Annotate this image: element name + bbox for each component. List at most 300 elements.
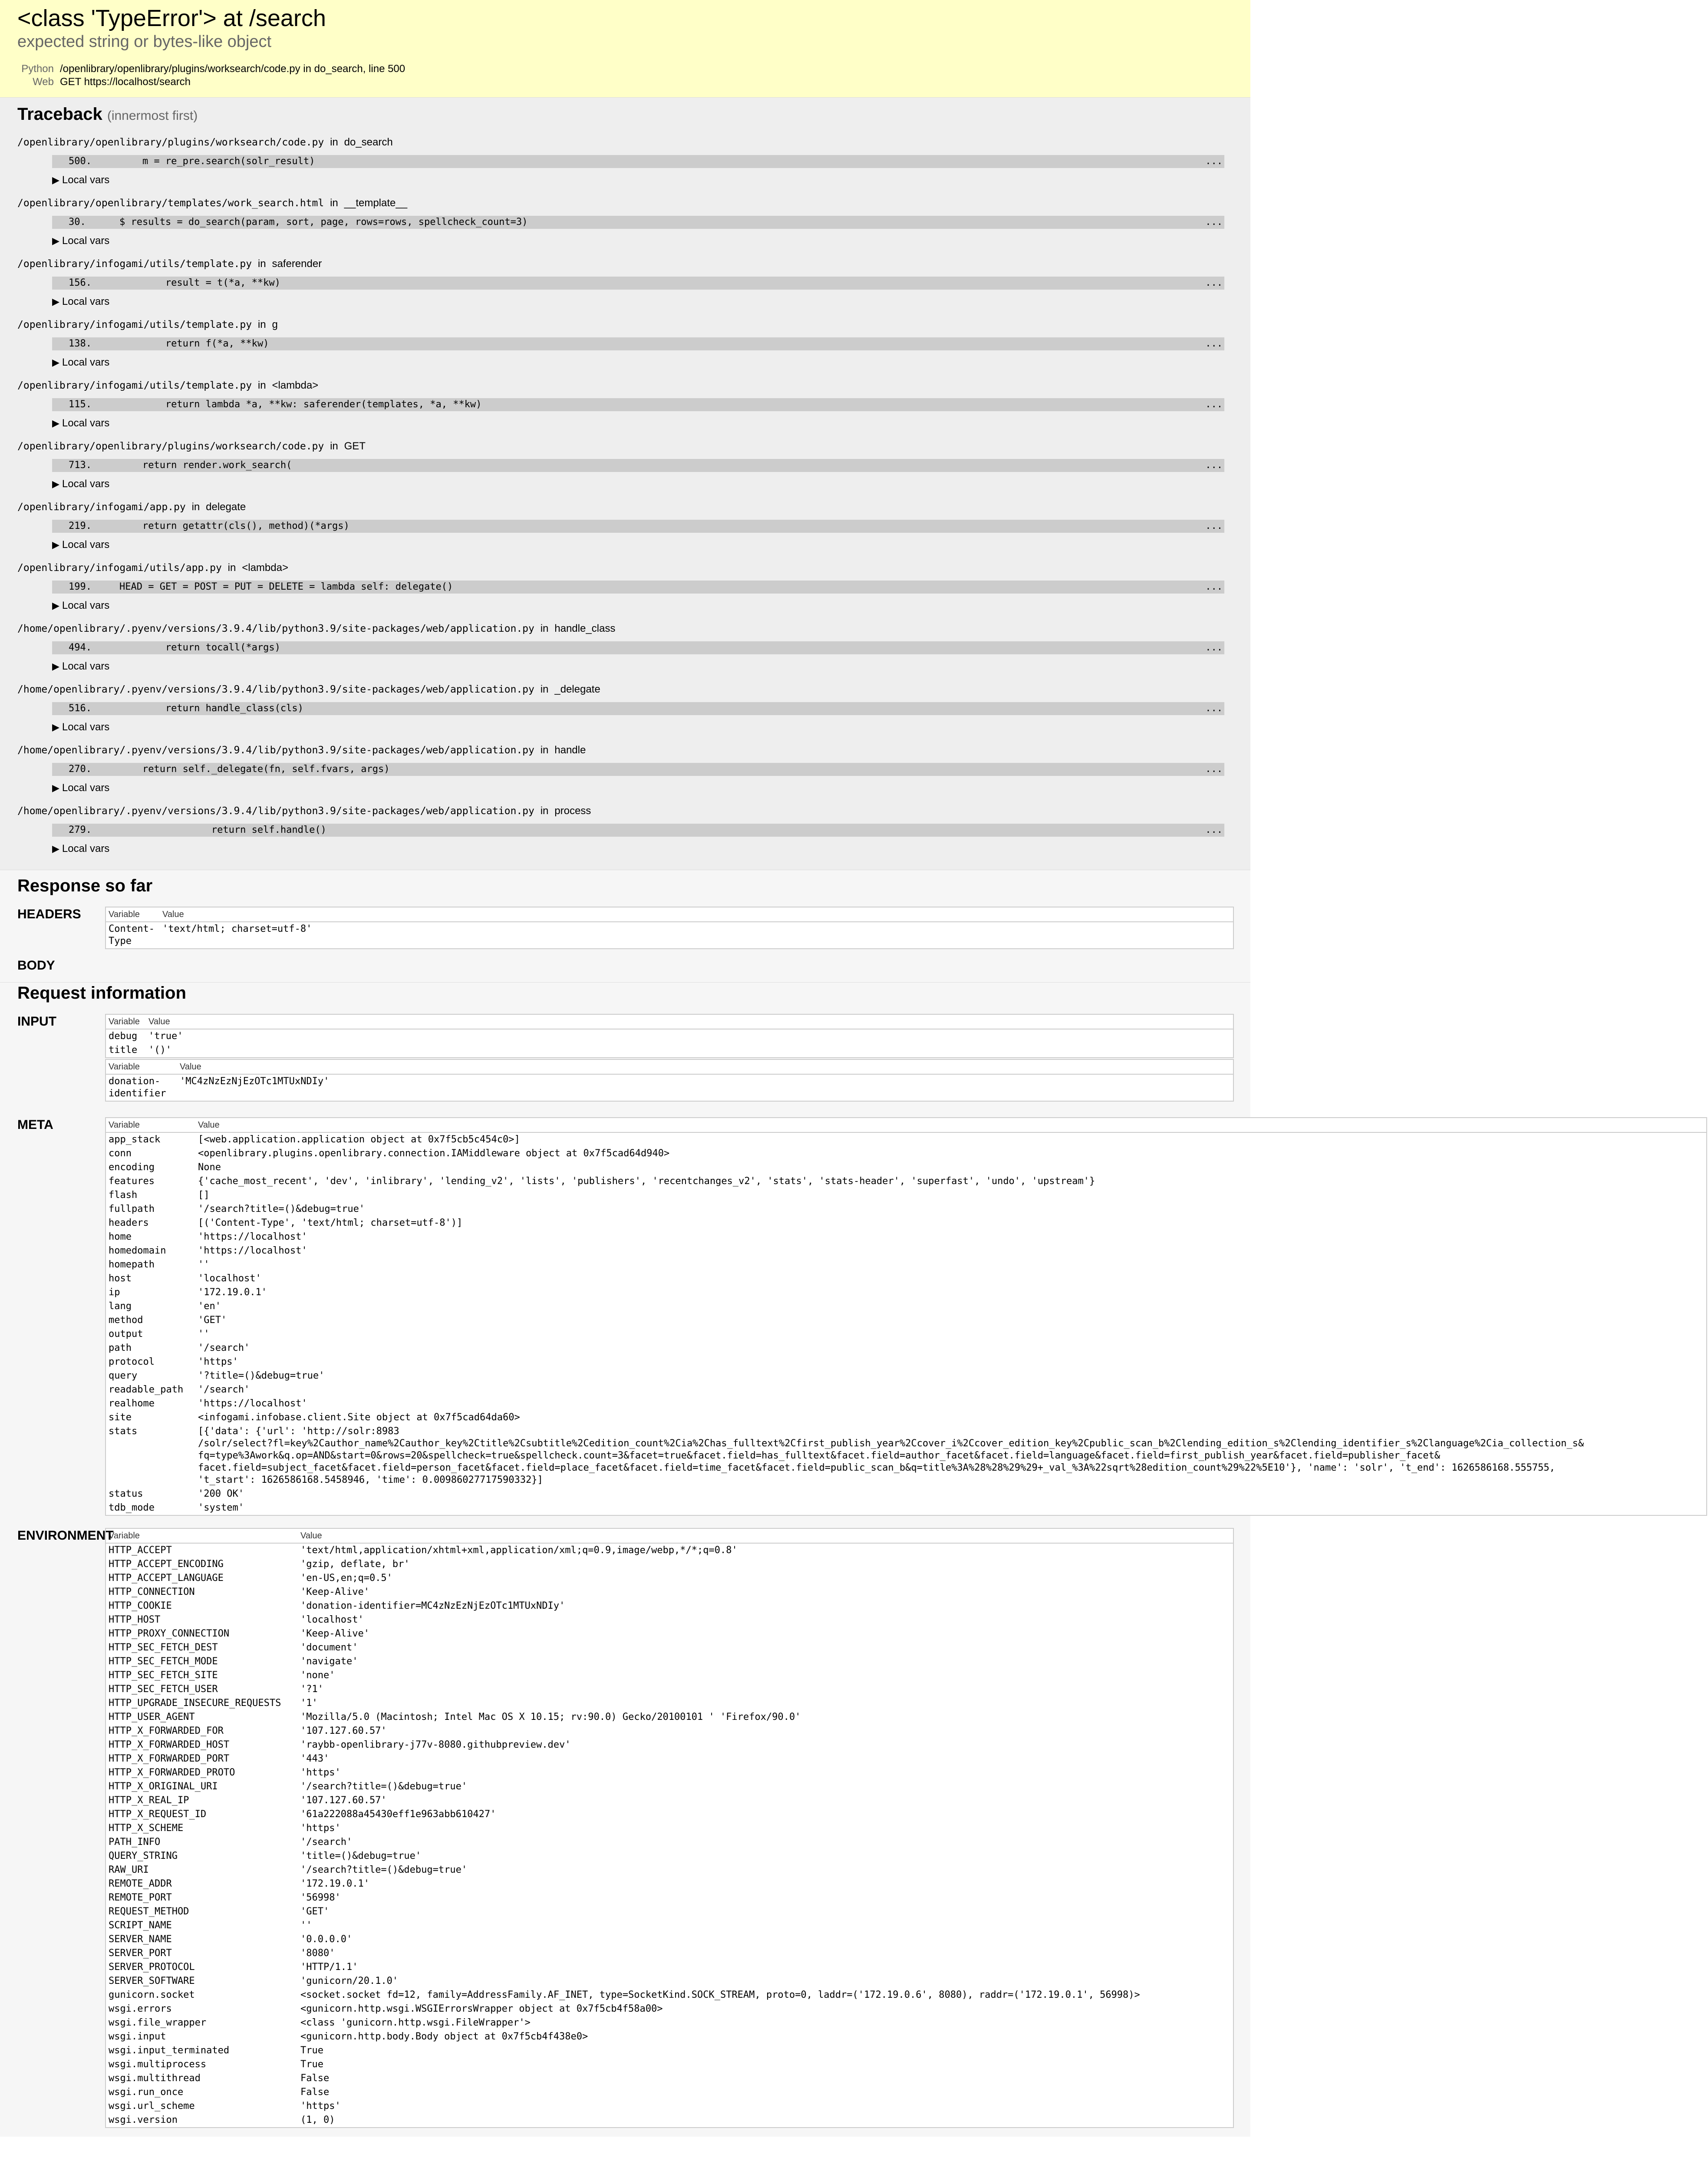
variable-row <box>106 1891 1233 1905</box>
variable-value: 'en' <box>198 1301 221 1312</box>
variable-name: HTTP_X_FORWARDED_PROTO <box>109 1767 235 1778</box>
variable-name: HTTP_UPGRADE_INSECURE_REQUESTS <box>109 1698 281 1709</box>
local-vars-label: Local vars <box>62 721 110 733</box>
variable-value: 'https://localhost' <box>198 1398 307 1409</box>
variable-row <box>106 1258 1707 1272</box>
variable-name: HTTP_X_FORWARDED_FOR <box>109 1726 224 1736</box>
variable-row <box>106 1411 1707 1425</box>
cookie-table <box>105 1059 1234 1102</box>
variable-value: 'https' <box>300 1767 341 1778</box>
variable-value: '/search?title=()&debug=true' <box>300 1864 468 1875</box>
variable-name: host <box>109 1273 132 1284</box>
frame-location <box>17 499 1233 515</box>
variable-name: HTTP_COOKIE <box>109 1600 172 1611</box>
headers-block <box>17 907 1233 949</box>
variable-value: 'https' <box>300 2101 341 2112</box>
local-vars-toggle[interactable] <box>52 293 1233 310</box>
variable-name: tdb_mode <box>109 1502 155 1513</box>
line-number: 219. <box>69 521 92 531</box>
variable-name: query <box>109 1370 138 1381</box>
variable-name: SERVER_PORT <box>109 1948 172 1959</box>
frame-function: g <box>272 319 278 330</box>
frame-in: in <box>330 136 338 148</box>
variable-name: wsgi.multiprocess <box>109 2059 207 2070</box>
frame-in: in <box>330 440 338 452</box>
line-number: 516. <box>69 703 92 714</box>
traceback-frame <box>17 560 1233 614</box>
variable-value: False <box>300 2087 330 2098</box>
local-vars-toggle[interactable] <box>52 658 1233 675</box>
frame-code-line[interactable] <box>52 216 1224 229</box>
expand-context-ellipsis[interactable]: ... <box>1205 703 1223 714</box>
local-vars-toggle[interactable] <box>52 840 1233 858</box>
variable-value: '1' <box>300 1698 318 1709</box>
traceback-frame <box>17 620 1233 675</box>
variable-row <box>106 1627 1233 1641</box>
disclosure-triangle-icon: ▶ <box>52 722 59 732</box>
code-text: return f(*a, **kw) <box>96 338 269 349</box>
local-vars-toggle[interactable] <box>52 232 1233 250</box>
variable-value: '172.19.0.1' <box>300 1878 369 1889</box>
variable-name: HTTP_X_FORWARDED_HOST <box>109 1739 230 1750</box>
variable-value: 'none' <box>300 1670 335 1681</box>
variable-row <box>106 2085 1233 2099</box>
traceback-frame <box>17 499 1233 554</box>
variable-name: PATH_INFO <box>109 1837 161 1848</box>
variable-value: None <box>198 1162 221 1173</box>
line-number: 138. <box>69 338 92 349</box>
traceback-subtitle: (innermost first) <box>107 109 198 123</box>
meta-label: META <box>17 1118 53 1132</box>
frame-function: handle_class <box>554 623 616 634</box>
expand-context-ellipsis[interactable]: ... <box>1205 399 1223 410</box>
code-text: return self.handle() <box>96 825 326 835</box>
variable-row <box>106 1585 1233 1599</box>
python-location-row <box>17 63 1233 76</box>
variable-row <box>106 1794 1233 1808</box>
variable-value: True <box>300 2059 323 2070</box>
column-header-value: Value <box>160 907 1233 922</box>
line-number: 115. <box>69 399 92 410</box>
variable-name: wsgi.url_scheme <box>109 2101 195 2112</box>
variable-row <box>106 1974 1233 1988</box>
local-vars-label: Local vars <box>62 356 110 368</box>
variable-row <box>106 1960 1233 1974</box>
expand-context-ellipsis[interactable]: ... <box>1205 825 1223 835</box>
frame-file: /openlibrary/infogami/utils/template.py <box>17 380 252 391</box>
response-section <box>0 870 1250 983</box>
variable-value: [] <box>198 1190 210 1201</box>
variable-row <box>106 2030 1233 2044</box>
frame-function: saferender <box>272 258 322 270</box>
traceback-frames <box>17 134 1233 858</box>
web-request-row <box>17 76 1233 89</box>
line-number: 199. <box>69 581 92 592</box>
variable-name: HTTP_X_REQUEST_ID <box>109 1809 207 1820</box>
variable-value: 'raybb-openlibrary-j77v-8080.githubpreview.dev' <box>300 1739 571 1750</box>
variable-name: protocol <box>109 1356 155 1367</box>
variable-value: '' <box>300 1920 312 1931</box>
expand-context-ellipsis[interactable]: ... <box>1205 277 1223 288</box>
variable-name: fullpath <box>109 1204 155 1214</box>
variable-row <box>106 2002 1233 2016</box>
frame-in: in <box>257 379 266 391</box>
local-vars-label: Local vars <box>62 600 110 611</box>
variable-value: <gunicorn.http.body.Body object at 0x7f5cb4f438e0> <box>300 2031 588 2042</box>
environment-label: ENVIRONMENT <box>17 1528 114 1543</box>
disclosure-triangle-icon: ▶ <box>52 600 59 611</box>
traceback-frame <box>17 134 1233 189</box>
input-table <box>105 1014 1234 1058</box>
variable-value: '?title=()&debug=true' <box>198 1370 325 1381</box>
variable-name: homepath <box>109 1259 155 1270</box>
variable-name: site <box>109 1412 132 1423</box>
variable-value: '' <box>198 1259 210 1270</box>
expand-context-ellipsis[interactable]: ... <box>1205 642 1223 653</box>
variable-value: [<web.application.application object at 0x7f5cb5c454c0>] <box>198 1134 520 1145</box>
variable-row <box>106 1599 1233 1613</box>
variable-row <box>106 2058 1233 2072</box>
variable-row <box>106 1341 1707 1355</box>
frame-function: delegate <box>206 501 246 513</box>
frame-in: in <box>540 623 549 634</box>
frame-code-line[interactable] <box>52 277 1224 290</box>
local-vars-label: Local vars <box>62 843 110 855</box>
variable-row <box>106 1877 1233 1891</box>
variable-row <box>106 2016 1233 2030</box>
frame-location <box>17 134 1233 151</box>
variable-row <box>106 1905 1233 1919</box>
frame-code-line[interactable] <box>52 824 1224 837</box>
variable-value: '8080' <box>300 1948 335 1959</box>
frame-location <box>17 195 1233 211</box>
variable-row <box>106 1780 1233 1794</box>
variable-row <box>106 1230 1707 1244</box>
variable-value: [{'data': {'url': 'http://solr:8983 /solr/select?fl=key%2Cauthor_name%2Cauthor_key%2Ctitle%2Csubtitle%2Cedition_count%2Cia%2Chas_fulltext%2Cfirst_publish_year%2Ccover_i%2Ccover_edition_key%2Cpublic_scan_b%2Clending_edition_s%2Clending_identifier_s%2Clanguage%2Cia_collection_s& fq=type%3Awork&q.op=AND&start=0&rows=20&spellcheck=true&spellcheck.count=3&facet=true&facet.field=has_fulltext&facet.field=author_facet&facet.field=language&facet.field=first_publish_year&facet.field=publisher_facet& facet.field=subject_facet&facet.field=person_facet&facet.field=place_facet&facet.field=time_facet&facet.field=public_scan_b&q=title%3A%28%28%29%29+_val_%3A%22sqrt%28edition_count%29%22%5E10'}, 'name': 'solr', 't_end': 1626586168.555755, 't_start': 1626586168.5458946, 'time': 0.00986027717590332}] <box>198 1426 1584 1485</box>
error-summary <box>0 0 1250 98</box>
frame-function: <lambda> <box>242 562 288 574</box>
local-vars-label: Local vars <box>62 235 110 247</box>
variable-name: wsgi.file_wrapper <box>109 2017 207 2028</box>
frame-in: in <box>257 319 266 330</box>
variable-name: ip <box>109 1287 120 1298</box>
variable-value: '443' <box>300 1753 330 1764</box>
traceback-frame <box>17 438 1233 493</box>
frame-file: /home/openlibrary/.pyenv/versions/3.9.4/lib/python3.9/site-packages/web/application.py <box>17 623 534 634</box>
disclosure-triangle-icon: ▶ <box>52 175 59 185</box>
variable-value: '200 OK' <box>198 1488 244 1499</box>
variable-row <box>106 1919 1233 1933</box>
expand-context-ellipsis[interactable]: ... <box>1205 338 1223 349</box>
variable-name: Content- Type <box>109 924 155 947</box>
variable-name: HTTP_ACCEPT <box>109 1545 172 1556</box>
variable-row <box>106 1683 1233 1696</box>
variable-row <box>106 1641 1233 1655</box>
variable-value: 'navigate' <box>300 1656 358 1667</box>
variable-value: <socket.socket fd=12, family=AddressFamily.AF_INET, type=SocketKind.SOCK_STREAM, proto=0, laddr=('172.19.0.6', 8080), raddr=('172.19.0.1', 56998)> <box>300 1990 1140 2000</box>
environment-table <box>105 1528 1234 2128</box>
frame-in: in <box>330 197 338 209</box>
variable-value: 'GET' <box>198 1315 227 1326</box>
disclosure-triangle-icon: ▶ <box>52 539 59 550</box>
headers-label: HEADERS <box>17 907 81 921</box>
code-text: m = re_pre.search(solr_result) <box>96 156 315 167</box>
variable-row <box>106 1383 1707 1397</box>
variable-name: conn <box>109 1148 132 1159</box>
variable-value: '172.19.0.1' <box>198 1287 267 1298</box>
variable-name: gunicorn.socket <box>109 1990 195 2000</box>
frame-location <box>17 560 1233 576</box>
variable-value: '107.127.60.57' <box>300 1795 387 1806</box>
traceback-frame <box>17 195 1233 250</box>
frame-file: /openlibrary/openlibrary/plugins/worksearch/code.py <box>17 441 324 452</box>
headers-table <box>105 907 1234 949</box>
request-title: Request information <box>17 983 186 1003</box>
variable-value: 'text/html; charset=utf-8' <box>162 924 312 934</box>
frame-code-line[interactable] <box>52 337 1224 350</box>
variable-name: HTTP_USER_AGENT <box>109 1712 195 1722</box>
variable-row <box>106 1313 1707 1327</box>
frame-function: process <box>554 805 591 817</box>
local-vars-toggle[interactable] <box>52 536 1233 554</box>
code-text: $ results = do_search(param, sort, page, rows=rows, spellcheck_count=3) <box>96 217 528 228</box>
variable-value: 'title=()&debug=true' <box>300 1851 422 1861</box>
frame-function: _delegate <box>554 683 600 695</box>
frame-location <box>17 377 1233 394</box>
input-label: INPUT <box>17 1014 56 1029</box>
expand-context-ellipsis[interactable]: ... <box>1205 460 1223 471</box>
frame-file: /home/openlibrary/.pyenv/versions/3.9.4/lib/python3.9/site-packages/web/application.py <box>17 745 534 756</box>
variable-value: 'text/html,application/xhtml+xml,application/xml;q=0.9,image/webp,*/*;q=0.8' <box>300 1545 738 1556</box>
variable-value: 'Keep-Alive' <box>300 1587 369 1597</box>
variable-row <box>106 1655 1233 1669</box>
variable-row <box>106 1074 1233 1101</box>
variable-value: '56998' <box>300 1892 341 1903</box>
frame-location <box>17 317 1233 333</box>
variable-row <box>106 1175 1707 1188</box>
variable-value: (1, 0) <box>300 2115 335 2125</box>
variable-row <box>106 1947 1233 1960</box>
variable-row <box>106 1147 1707 1161</box>
column-header-value: Value <box>298 1528 1233 1543</box>
frame-in: in <box>228 562 236 574</box>
python-location: /openlibrary/openlibrary/plugins/worksearch/code.py in do_search, line 500 <box>60 63 406 75</box>
variable-name: HTTP_PROXY_CONNECTION <box>109 1628 230 1639</box>
column-header-value: Value <box>195 1118 1707 1132</box>
local-vars-label: Local vars <box>62 478 110 490</box>
line-number: 500. <box>69 156 92 167</box>
frame-code-line[interactable] <box>52 581 1224 594</box>
local-vars-label: Local vars <box>62 660 110 672</box>
frame-function: handle <box>554 744 586 756</box>
frame-file: /openlibrary/infogami/app.py <box>17 502 186 513</box>
variable-row <box>106 2113 1233 2128</box>
variable-row <box>106 1571 1233 1585</box>
variable-row <box>106 1202 1707 1216</box>
frame-in: in <box>540 805 549 817</box>
frame-code-line[interactable] <box>52 155 1224 168</box>
variable-value: '/search' <box>300 1837 353 1848</box>
variable-value: '()' <box>148 1045 171 1056</box>
traceback-frame <box>17 742 1233 797</box>
frame-function: __template__ <box>344 197 408 209</box>
variable-row <box>106 1161 1707 1175</box>
frame-code-line[interactable] <box>52 702 1224 715</box>
input-block <box>17 1014 1233 1102</box>
local-vars-label: Local vars <box>62 539 110 551</box>
expand-context-ellipsis[interactable]: ... <box>1205 581 1223 592</box>
variable-value: '?1' <box>300 1684 323 1695</box>
variable-name: REMOTE_ADDR <box>109 1878 172 1889</box>
traceback-section <box>0 98 1250 870</box>
variable-name: HTTP_X_REAL_IP <box>109 1795 189 1806</box>
code-text: return render.work_search( <box>96 460 292 471</box>
variable-row <box>106 1669 1233 1683</box>
variable-name: REQUEST_METHOD <box>109 1906 189 1917</box>
local-vars-toggle[interactable] <box>52 475 1233 493</box>
variable-row <box>106 1766 1233 1780</box>
line-number: 713. <box>69 460 92 471</box>
body-label: BODY <box>17 958 55 973</box>
local-vars-label: Local vars <box>62 296 110 307</box>
frame-file: /openlibrary/openlibrary/plugins/worksearch/code.py <box>17 137 324 148</box>
expand-context-ellipsis[interactable]: ... <box>1205 156 1223 167</box>
variable-row <box>106 1710 1233 1724</box>
frame-code-line[interactable] <box>52 398 1224 411</box>
frame-function: do_search <box>344 136 393 148</box>
frame-code-line[interactable] <box>52 763 1224 776</box>
environment-block <box>17 1528 1233 2128</box>
column-header-variable: Variable <box>106 1528 298 1543</box>
meta-block <box>17 1117 1584 1516</box>
expand-context-ellipsis[interactable]: ... <box>1205 764 1223 775</box>
expand-context-ellipsis[interactable]: ... <box>1205 217 1223 228</box>
variable-row <box>106 1397 1707 1411</box>
frame-function: <lambda> <box>272 379 319 391</box>
variable-name: output <box>109 1329 143 1340</box>
variable-name: HTTP_ACCEPT_LANGUAGE <box>109 1573 224 1584</box>
error-message: expected string or bytes-like object <box>17 33 272 51</box>
line-number: 494. <box>69 642 92 653</box>
variable-row <box>106 1244 1707 1258</box>
traceback-frame <box>17 681 1233 736</box>
frame-code-line[interactable] <box>52 520 1224 533</box>
variable-value: '' <box>198 1329 210 1340</box>
local-vars-label: Local vars <box>62 782 110 794</box>
local-vars-toggle[interactable] <box>52 779 1233 797</box>
variable-name: HTTP_SEC_FETCH_SITE <box>109 1670 218 1681</box>
disclosure-triangle-icon: ▶ <box>52 478 59 489</box>
frame-location <box>17 742 1233 759</box>
variable-name: wsgi.input_terminated <box>109 2045 230 2056</box>
variable-name: realhome <box>109 1398 155 1409</box>
local-vars-toggle[interactable] <box>52 172 1233 189</box>
traceback-frame <box>17 803 1233 858</box>
variable-row <box>106 1355 1707 1369</box>
variable-value: '107.127.60.57' <box>300 1726 387 1736</box>
local-vars-toggle[interactable] <box>52 597 1233 614</box>
variable-value: 'donation-identifier=MC4zNzEzNjEzOTc1MTUxNDIy' <box>300 1600 565 1611</box>
request-section <box>0 983 1584 2137</box>
line-number: 30. <box>69 217 86 228</box>
variable-name: debug <box>109 1031 138 1042</box>
frame-location <box>17 620 1233 637</box>
disclosure-triangle-icon: ▶ <box>52 235 59 246</box>
variable-value: 'Mozilla/5.0 (Macintosh; Intel Mac OS X 10.15; rv:90.0) Gecko/20100101 ' 'Firefox/90.0' <box>300 1712 801 1722</box>
frame-file: /home/openlibrary/.pyenv/versions/3.9.4/lib/python3.9/site-packages/web/application.py <box>17 805 534 817</box>
frame-file: /openlibrary/infogami/utils/template.py <box>17 258 252 270</box>
frame-function: GET <box>344 440 366 452</box>
frame-code-line[interactable] <box>52 641 1224 654</box>
variable-row <box>106 1849 1233 1863</box>
traceback-heading <box>17 104 1233 126</box>
variable-name: app_stack <box>109 1134 161 1145</box>
frame-file: /openlibrary/openlibrary/templates/work_search.html <box>17 198 324 209</box>
variable-name: path <box>109 1343 132 1353</box>
variable-value: 'system' <box>198 1502 244 1513</box>
disclosure-triangle-icon: ▶ <box>52 661 59 672</box>
variable-name: SERVER_PROTOCOL <box>109 1962 195 1973</box>
variable-name: features <box>109 1176 155 1187</box>
variable-row <box>106 1487 1707 1501</box>
column-header-variable: Variable <box>106 1118 195 1132</box>
variable-value: '/search?title=()&debug=true' <box>300 1781 468 1792</box>
code-text: result = t(*a, **kw) <box>96 277 280 288</box>
variable-name: title <box>109 1045 138 1056</box>
frame-in: in <box>540 744 549 756</box>
local-vars-toggle[interactable] <box>52 415 1233 432</box>
variable-row <box>106 1613 1233 1627</box>
frame-location <box>17 438 1233 455</box>
local-vars-toggle[interactable] <box>52 719 1233 736</box>
variable-row <box>106 1425 1707 1487</box>
variable-name: headers <box>109 1217 149 1228</box>
variable-name: HTTP_X_SCHEME <box>109 1823 184 1834</box>
variable-value: False <box>300 2073 330 2084</box>
variable-row <box>106 1286 1707 1300</box>
variable-value: 'HTTP/1.1' <box>300 1962 358 1973</box>
variable-value: '/search' <box>198 1343 250 1353</box>
local-vars-toggle[interactable] <box>52 354 1233 371</box>
variable-value: True <box>300 2045 323 2056</box>
variable-row <box>106 1132 1707 1147</box>
variable-row <box>106 2099 1233 2113</box>
variable-value: 'https://localhost' <box>198 1245 307 1256</box>
variable-row <box>106 1557 1233 1571</box>
variable-value: 'https://localhost' <box>198 1231 307 1242</box>
local-vars-label: Local vars <box>62 417 110 429</box>
frame-file: /openlibrary/infogami/utils/template.py <box>17 319 252 330</box>
code-text: return self._delegate(fn, self.fvars, args) <box>96 764 390 775</box>
variable-name: HTTP_SEC_FETCH_USER <box>109 1684 218 1695</box>
variable-row <box>106 1863 1233 1877</box>
error-title: <class 'TypeError'> at /search <box>17 5 326 31</box>
variable-value: {'cache_most_recent', 'dev', 'inlibrary', 'lending_v2', 'lists', 'publishers', 'recentchanges_v2', 'stats', 'stats-header', 'superfast', 'undo', 'upstream'} <box>198 1176 1095 1187</box>
variable-value: [('Content-Type', 'text/html; charset=utf-8')] <box>198 1217 463 1228</box>
frame-location <box>17 681 1233 698</box>
frame-code-line[interactable] <box>52 459 1224 472</box>
line-number: 279. <box>69 825 92 835</box>
expand-context-ellipsis[interactable]: ... <box>1205 521 1223 531</box>
variable-value: <infogami.infobase.client.Site object at 0x7f5cad64da60> <box>198 1412 520 1423</box>
variable-name: wsgi.multithread <box>109 2073 201 2084</box>
variable-name: HTTP_X_ORIGINAL_URI <box>109 1781 218 1792</box>
variable-name: HTTP_SEC_FETCH_DEST <box>109 1642 218 1653</box>
traceback-frame <box>17 377 1233 432</box>
traceback-frame <box>17 317 1233 371</box>
variable-name: status <box>109 1488 143 1499</box>
column-header-variable: Variable <box>106 1014 146 1029</box>
